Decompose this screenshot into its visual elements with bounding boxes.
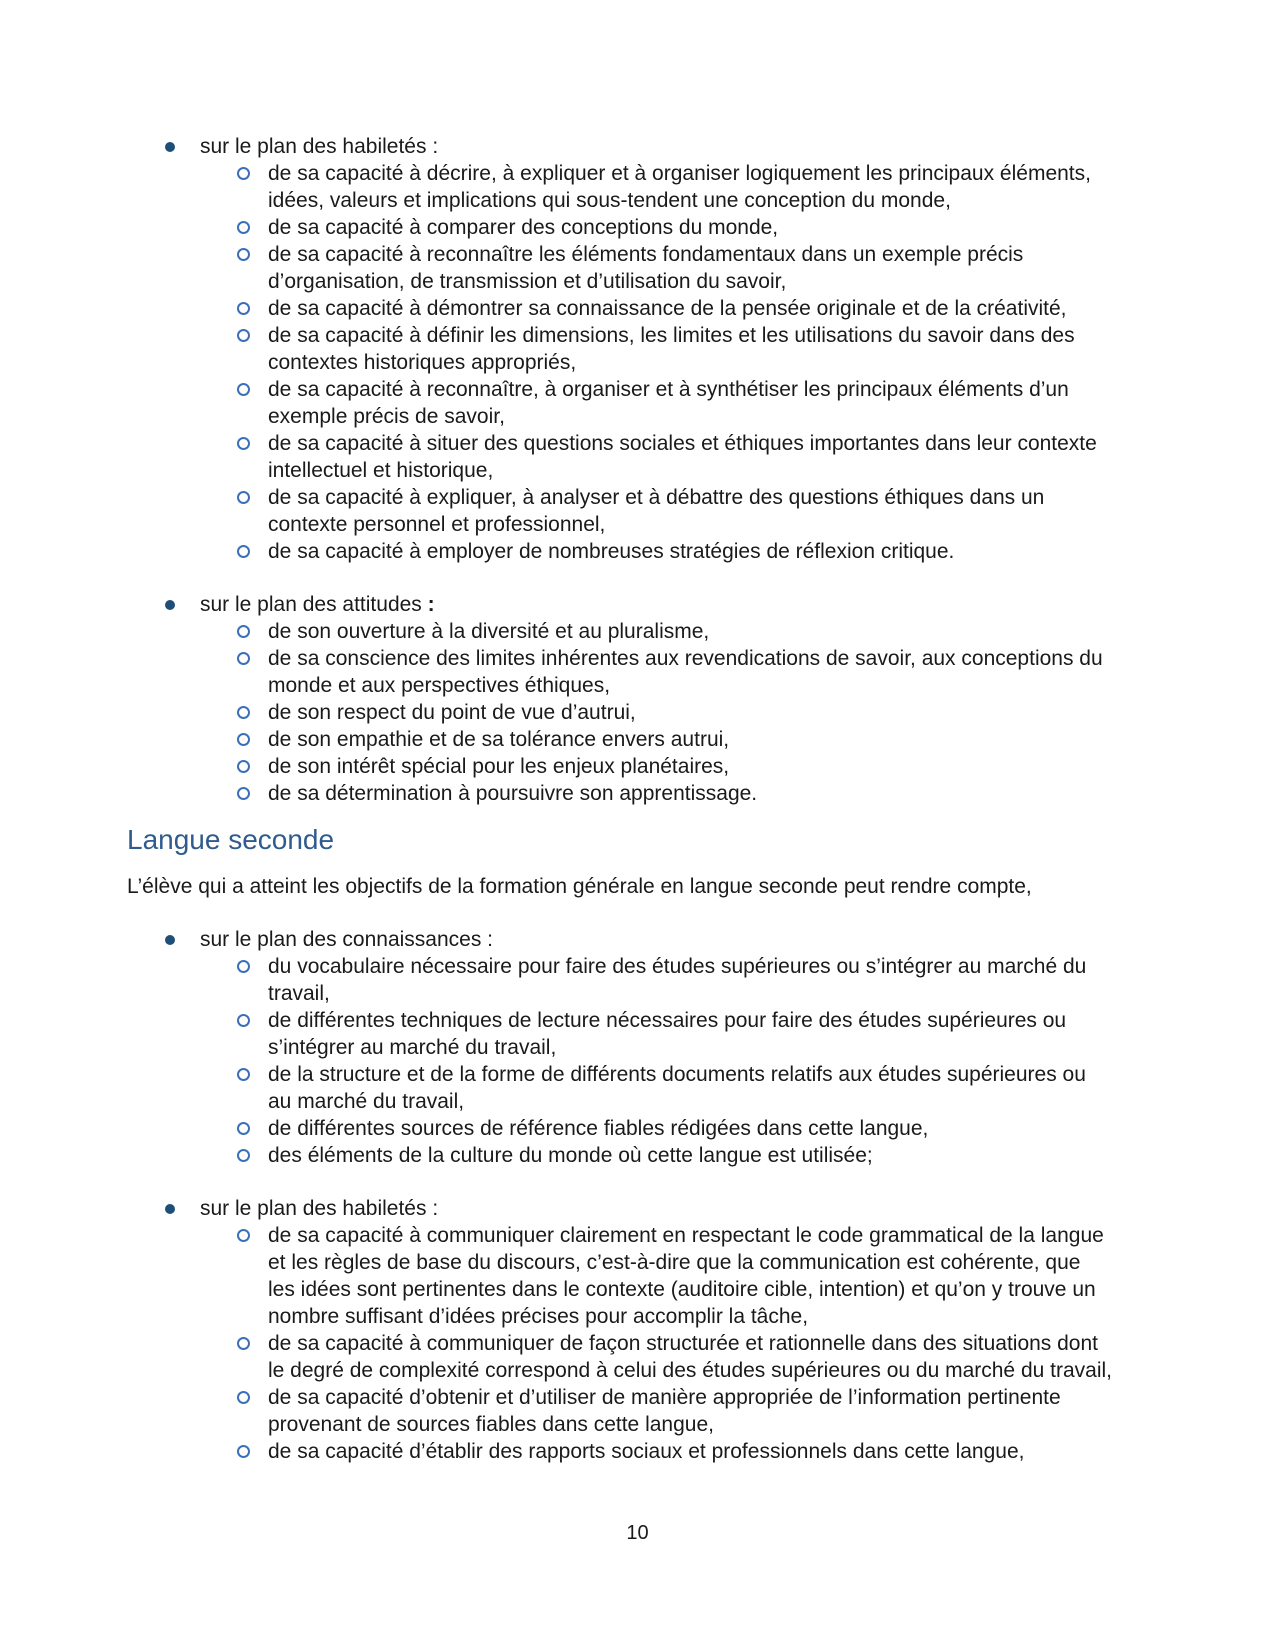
- circle-bullet-icon: [237, 302, 250, 315]
- list-item: [127, 241, 1148, 295]
- list-item-text: de sa capacité à reconnaître, à organiser et à synthétiser les principaux éléments d’un exemple précis de savoir,: [268, 378, 1069, 428]
- disc-bullet-icon: [165, 1204, 175, 1214]
- group-label-colon: :: [421, 593, 435, 616]
- bullet-group-habiletes-2: [127, 1195, 1148, 1465]
- list-item: [127, 295, 1148, 322]
- bullet-group-habiletes-1: [127, 133, 1148, 565]
- list-item-text: de sa conscience des limites inhérentes aux revendications de savoir, aux conceptions du monde et aux perspectives éthiques,: [268, 647, 1103, 697]
- list-item: [127, 214, 1148, 241]
- list-item-text: de différentes sources de référence fiables rédigées dans cette langue,: [268, 1117, 929, 1140]
- list-item-text: de sa capacité à employer de nombreuses stratégies de réflexion critique.: [268, 540, 955, 563]
- circle-bullet-icon: [237, 329, 250, 342]
- list-item: [127, 953, 1148, 1007]
- list-item-text: de la structure et de la forme de différents documents relatifs aux études supérieures ou au marché du travail,: [268, 1063, 1086, 1113]
- list-item: [127, 780, 1148, 807]
- circle-bullet-icon: [237, 491, 250, 504]
- list-item: [127, 1061, 1148, 1115]
- disc-bullet-icon: [165, 600, 175, 610]
- list-item: [127, 322, 1148, 376]
- list-item: [127, 1007, 1148, 1061]
- list-item: [127, 1115, 1148, 1142]
- list-item-text: de sa capacité à reconnaître les éléments fondamentaux dans un exemple précis d’organisation, de transmission et d’utilisation du savoir,: [268, 243, 1024, 293]
- disc-bullet-icon: [165, 142, 175, 152]
- circle-bullet-icon: [237, 1337, 250, 1350]
- circle-bullet-icon: [237, 787, 250, 800]
- list-item: [127, 753, 1148, 780]
- list-item-text: de sa capacité à définir les dimensions, les limites et les utilisations du savoir dans des contextes historiques appropriés,: [268, 324, 1075, 374]
- list-item: [127, 376, 1148, 430]
- list-item-text: de sa capacité d’obtenir et d’utiliser de manière appropriée de l’information pertinente provenant de sources fiables dans cette langue,: [268, 1386, 1061, 1436]
- list-item: [127, 160, 1148, 214]
- list-item-text: de sa capacité à communiquer clairement en respectant le code grammatical de la langue et les règles de base du discours, c’est-à-dire que la communication est cohérente, que les idées sont pertinentes dans le contexte (auditoire cible, intention) et qu’on y trouve un nombre suffisant d’idées précises pour accomplir la tâche,: [268, 1224, 1104, 1328]
- list-item: [127, 726, 1148, 753]
- list-item: [127, 1384, 1148, 1438]
- list-item-text: de sa capacité à situer des questions sociales et éthiques importantes dans leur contexte intellectuel et historique,: [268, 432, 1097, 482]
- group-label-text: sur le plan des attitudes: [200, 593, 422, 616]
- list-item-text: du vocabulaire nécessaire pour faire des études supérieures ou s’intégrer au marché du travail,: [268, 955, 1087, 1005]
- list-item-text: de son respect du point de vue d’autrui,: [268, 701, 636, 724]
- group-label: sur le plan des habiletés :: [200, 1197, 439, 1220]
- list-item-text: de sa capacité à comparer des conceptions du monde,: [268, 216, 779, 239]
- list-item-text: de sa capacité à démontrer sa connaissance de la pensée originale et de la créativité,: [268, 297, 1067, 320]
- circle-bullet-icon: [237, 1068, 250, 1081]
- circle-bullet-icon: [237, 1391, 250, 1404]
- group-label: sur le plan des connaissances :: [200, 928, 494, 951]
- list-item: [127, 1222, 1148, 1330]
- circle-bullet-icon: [237, 221, 250, 234]
- list-item-text: de sa capacité à communiquer de façon structurée et rationnelle dans des situations dont le degré de complexité correspond à celui des études supérieures ou du marché du travail,: [268, 1332, 1112, 1382]
- list-item-text: de sa détermination à poursuivre son apprentissage.: [268, 782, 758, 805]
- list-item-text: de son ouverture à la diversité et au pluralisme,: [268, 620, 710, 643]
- circle-bullet-icon: [237, 1445, 250, 1458]
- disc-bullet-icon: [165, 935, 175, 945]
- list-item: [127, 1142, 1148, 1169]
- circle-bullet-icon: [237, 248, 250, 261]
- circle-bullet-icon: [237, 625, 250, 638]
- list-item-text: de sa capacité à décrire, à expliquer et à organiser logiquement les principaux éléments, idées, valeurs et implications qui sous-tendent une conception du monde,: [268, 162, 1091, 212]
- list-item-level1: [127, 591, 1148, 618]
- list-item-level1: [127, 133, 1148, 160]
- list-item-text: de différentes techniques de lecture nécessaires pour faire des études supérieures ou s’intégrer au marché du travail,: [268, 1009, 1067, 1059]
- list-item-text: de sa capacité à expliquer, à analyser et à débattre des questions éthiques dans un contexte personnel et professionnel,: [268, 486, 1045, 536]
- group-label: [200, 591, 435, 618]
- list-item: [127, 538, 1148, 565]
- circle-bullet-icon: [237, 1229, 250, 1242]
- circle-bullet-icon: [237, 706, 250, 719]
- list-item-text: de sa capacité d’établir des rapports sociaux et professionnels dans cette langue,: [268, 1440, 1025, 1463]
- circle-bullet-icon: [237, 383, 250, 396]
- section-heading: Langue seconde: [127, 824, 335, 855]
- circle-bullet-icon: [237, 437, 250, 450]
- page-number: 10: [626, 1522, 649, 1544]
- circle-bullet-icon: [237, 1014, 250, 1027]
- list-item: [127, 1438, 1148, 1465]
- list-item: [127, 699, 1148, 726]
- list-item-text: des éléments de la culture du monde où cette langue est utilisée;: [268, 1144, 873, 1167]
- circle-bullet-icon: [237, 545, 250, 558]
- circle-bullet-icon: [237, 167, 250, 180]
- list-item: [127, 618, 1148, 645]
- list-item: [127, 1330, 1148, 1384]
- circle-bullet-icon: [237, 960, 250, 973]
- circle-bullet-icon: [237, 1122, 250, 1135]
- circle-bullet-icon: [237, 1149, 250, 1162]
- group-label: sur le plan des habiletés :: [200, 135, 439, 158]
- circle-bullet-icon: [237, 760, 250, 773]
- list-item: [127, 645, 1148, 699]
- list-item: [127, 484, 1148, 538]
- list-item: [127, 430, 1148, 484]
- circle-bullet-icon: [237, 652, 250, 665]
- bullet-group-connaissances: [127, 926, 1148, 1169]
- circle-bullet-icon: [237, 733, 250, 746]
- list-item-text: de son intérêt spécial pour les enjeux planétaires,: [268, 755, 730, 778]
- list-item-level1: [127, 1195, 1148, 1222]
- intro-paragraph: L’élève qui a atteint les objectifs de la formation générale en langue seconde peut rendre compte,: [127, 875, 1032, 898]
- bullet-group-attitudes: [127, 591, 1148, 807]
- list-item-text: de son empathie et de sa tolérance envers autrui,: [268, 728, 730, 751]
- list-item-level1: [127, 926, 1148, 953]
